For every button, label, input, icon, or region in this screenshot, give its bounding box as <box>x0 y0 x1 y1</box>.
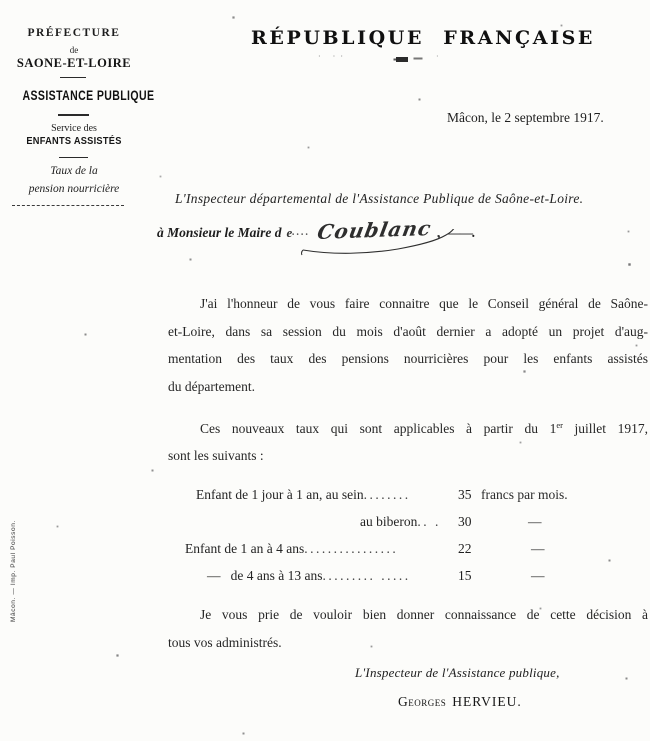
dotted-leader: ................ <box>304 541 399 556</box>
body-paragraph1-line1: J'ai l'honneur de vous faire connaitre que le Conseil général de Saône- <box>200 296 648 311</box>
scan-speckles <box>0 0 1 1</box>
rate-row-label <box>207 568 411 584</box>
superscript-er: er <box>556 420 563 430</box>
sender-line: L'Inspecteur départemental de l'Assistance Publique de Saône-et-Loire. <box>175 191 584 206</box>
rate-value: 35 <box>458 487 472 502</box>
letterhead-subject-line2: pension nourricière <box>28 183 120 195</box>
signature-name <box>398 694 522 710</box>
letterhead-service-des: Service des <box>51 123 97 134</box>
rate-label: Enfant de 1 an à 4 ans <box>185 541 305 556</box>
rate-value: 15 <box>458 568 472 583</box>
signature-last-name: HERVIEU. <box>452 694 522 709</box>
letterhead-enfants-assistes: ENFANTS ASSISTÉS <box>26 135 122 147</box>
closing-line1: Je vous prie de vouloir bien donner connaissance de cette décision à <box>200 607 648 622</box>
rate-label: — de 4 ans à 13 ans <box>207 568 323 583</box>
printer-imprint-vertical: Mâcon. — Imp. Paul Poisson. <box>10 520 17 622</box>
rate-row-label <box>196 487 411 503</box>
letterhead-divider <box>59 157 88 158</box>
handwritten-e: e <box>286 225 293 240</box>
body-paragraph1-line3: mentation des taux des pensions nourricières pour les enfants assistés <box>168 351 648 366</box>
body-paragraph1-line4: du département. <box>168 379 255 394</box>
handwritten-underline-flourish <box>298 229 458 257</box>
letterhead-divider <box>58 114 89 116</box>
closing-line2: tous vos administrés. <box>168 635 282 650</box>
document-title: RÉPUBLIQUE FRANÇAISE <box>251 27 595 49</box>
letterhead-prefecture: PRÉFECTURE <box>27 27 121 39</box>
body-paragraph2-line1 <box>168 420 648 437</box>
handwritten-commune-name: Coublanc <box>315 216 434 244</box>
recipient-prefix: à Monsieur le Maire d <box>157 225 282 240</box>
letterhead-de: de <box>69 45 79 55</box>
rate-unit: — <box>531 568 545 583</box>
dotted-leader: .... <box>292 227 311 238</box>
rate-unit: francs par mois. <box>481 487 568 502</box>
rate-unit: — <box>531 541 545 556</box>
body-paragraph2-line2: sont les suivants : <box>168 448 264 463</box>
dotted-leader: ........ <box>363 487 411 502</box>
letterhead-subject-line1: Taux de la <box>50 165 98 177</box>
dateline: Mâcon, le 2 septembre 1917. <box>447 110 604 125</box>
letterhead-assistance-publique: ASSISTANCE PUBLIQUE <box>22 88 155 103</box>
para2-text-end: juillet 1917, <box>562 421 649 436</box>
handwritten-dash: —— <box>447 225 473 240</box>
handwritten-comma: , <box>437 225 442 241</box>
period: . <box>472 225 476 240</box>
dotted-leader: .. . <box>417 514 441 529</box>
para2-text: Ces nouveaux taux qui sont applicables à partir du 1 <box>200 421 557 436</box>
signature-first-name: Georges <box>398 694 447 709</box>
signature-role: L'Inspecteur de l'Assistance publique, <box>355 665 560 680</box>
letterhead-divider <box>60 77 86 78</box>
rate-value: 30 <box>458 514 472 529</box>
rate-unit: — <box>528 514 542 529</box>
letterhead-department: SAONE-ET-LOIRE <box>16 56 132 70</box>
rate-label: Enfant de 1 jour à 1 an, au sein <box>196 487 364 502</box>
rate-row-label <box>185 541 398 557</box>
letterhead-dashed-rule <box>12 205 124 206</box>
ornament-dot: · <box>436 52 439 61</box>
dotted-leader: ......... ..... <box>322 568 411 583</box>
rate-value: 22 <box>458 541 472 556</box>
ornament-mark <box>396 57 408 62</box>
rate-row-label <box>360 514 441 530</box>
rate-label: au biberon <box>360 514 418 529</box>
body-paragraph1-line2: et-Loire, dans sa session du mois d'août dernier a adopté un projet d'aug- <box>168 324 648 339</box>
ornament-dots: · ·· <box>318 52 348 61</box>
